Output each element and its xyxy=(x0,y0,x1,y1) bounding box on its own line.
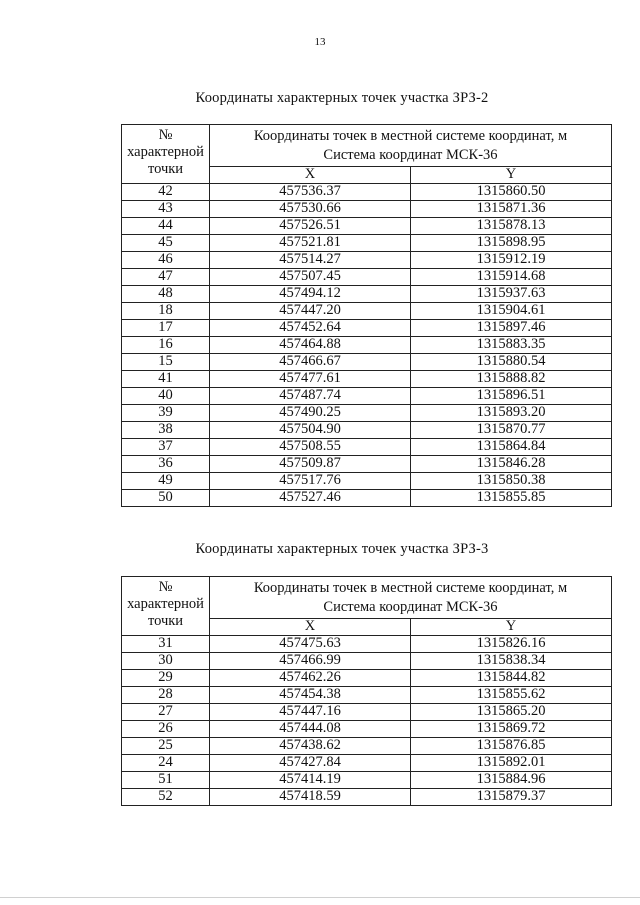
point-number-cell: 16 xyxy=(122,337,210,354)
point-number-cell: 52 xyxy=(122,789,210,806)
point-number-cell: 50 xyxy=(122,490,210,507)
point-number-header xyxy=(122,125,210,184)
point-number-cell: 40 xyxy=(122,388,210,405)
table-row xyxy=(122,755,612,772)
point-number-cell: 47 xyxy=(122,269,210,286)
x-coordinate-cell: 457517.76 xyxy=(210,473,411,490)
point-number-cell: 46 xyxy=(122,252,210,269)
y-coordinate-cell: 1315871.36 xyxy=(411,201,612,218)
table-row xyxy=(122,184,612,201)
y-coordinate-cell: 1315904.61 xyxy=(411,303,612,320)
x-coordinate-cell: 457444.08 xyxy=(210,721,411,738)
table-row xyxy=(122,218,612,235)
point-number-cell: 48 xyxy=(122,286,210,303)
x-coordinate-cell: 457526.51 xyxy=(210,218,411,235)
x-coordinate-cell: 457438.62 xyxy=(210,738,411,755)
y-coordinate-cell: 1315864.84 xyxy=(411,439,612,456)
y-coordinate-cell: 1315884.96 xyxy=(411,772,612,789)
y-coordinate-cell: 1315937.63 xyxy=(411,286,612,303)
y-coordinate-cell: 1315897.46 xyxy=(411,320,612,337)
y-coordinate-cell: 1315876.85 xyxy=(411,738,612,755)
point-number-cell: 38 xyxy=(122,422,210,439)
point-number-cell: 44 xyxy=(122,218,210,235)
point-number-cell: 51 xyxy=(122,772,210,789)
system-header-line-1: Координаты точек в местной системе координат, м xyxy=(253,128,568,144)
section-title-zrz-2: Координаты характерных точек участка ЗРЗ-2 xyxy=(195,90,489,106)
system-header-line-1: Координаты точек в местной системе координат, м xyxy=(253,580,568,596)
table-row xyxy=(122,738,612,755)
coordinates-table-zrz-2 xyxy=(121,124,612,507)
table-row xyxy=(122,371,612,388)
x-coordinate-cell: 457466.99 xyxy=(210,653,411,670)
x-coordinate-cell: 457487.74 xyxy=(210,388,411,405)
point-number-cell: 37 xyxy=(122,439,210,456)
y-coordinate-cell: 1315912.19 xyxy=(411,252,612,269)
x-coordinate-cell: 457418.59 xyxy=(210,789,411,806)
y-coordinate-cell: 1315914.68 xyxy=(411,269,612,286)
point-number-cell: 29 xyxy=(122,670,210,687)
point-header-line-2: характерной xyxy=(127,596,204,612)
section-title-zrz-3: Координаты характерных точек участка ЗРЗ-3 xyxy=(195,541,489,557)
point-number-cell: 36 xyxy=(122,456,210,473)
x-coordinate-cell: 457477.61 xyxy=(210,371,411,388)
point-header-line-1: № xyxy=(158,579,173,595)
table-row xyxy=(122,721,612,738)
y-coordinate-cell: 1315844.82 xyxy=(411,670,612,687)
x-coordinate-cell: 457527.46 xyxy=(210,490,411,507)
y-coordinate-cell: 1315846.28 xyxy=(411,456,612,473)
point-number-cell: 49 xyxy=(122,473,210,490)
coordinate-system-header xyxy=(210,577,612,619)
system-header-line-2: Система координат МСК-36 xyxy=(323,599,498,615)
coordinates-table-zrz-3 xyxy=(121,576,612,806)
x-coordinate-cell: 457536.37 xyxy=(210,184,411,201)
y-coordinate-cell: 1315879.37 xyxy=(411,789,612,806)
table-row xyxy=(122,490,612,507)
point-number-cell: 31 xyxy=(122,636,210,653)
table-row xyxy=(122,269,612,286)
x-coordinate-cell: 457414.19 xyxy=(210,772,411,789)
x-coordinate-cell: 457507.45 xyxy=(210,269,411,286)
table-body xyxy=(122,636,612,806)
table-row xyxy=(122,320,612,337)
table-row xyxy=(122,789,612,806)
point-number-cell: 28 xyxy=(122,687,210,704)
x-column-header: X xyxy=(210,167,411,184)
point-header-line-3: точки xyxy=(147,161,184,177)
point-number-cell: 30 xyxy=(122,653,210,670)
y-coordinate-cell: 1315870.77 xyxy=(411,422,612,439)
x-coordinate-cell: 457464.88 xyxy=(210,337,411,354)
table-row xyxy=(122,405,612,422)
table-row xyxy=(122,456,612,473)
x-coordinate-cell: 457475.63 xyxy=(210,636,411,653)
table-row xyxy=(122,354,612,371)
page-number: 13 xyxy=(314,36,326,48)
y-coordinate-cell: 1315888.82 xyxy=(411,371,612,388)
x-coordinate-cell: 457509.87 xyxy=(210,456,411,473)
y-coordinate-cell: 1315838.34 xyxy=(411,653,612,670)
point-header-line-3: точки xyxy=(147,613,184,629)
y-coordinate-cell: 1315850.38 xyxy=(411,473,612,490)
x-coordinate-cell: 457494.12 xyxy=(210,286,411,303)
y-coordinate-cell: 1315883.35 xyxy=(411,337,612,354)
table-row xyxy=(122,636,612,653)
x-coordinate-cell: 457452.64 xyxy=(210,320,411,337)
x-coordinate-cell: 457454.38 xyxy=(210,687,411,704)
coordinate-system-header xyxy=(210,125,612,167)
y-column-header: Y xyxy=(411,167,612,184)
table-row xyxy=(122,422,612,439)
y-coordinate-cell: 1315878.13 xyxy=(411,218,612,235)
table-row xyxy=(122,388,612,405)
x-coordinate-cell: 457490.25 xyxy=(210,405,411,422)
table-row xyxy=(122,303,612,320)
table-row xyxy=(122,252,612,269)
y-coordinate-cell: 1315893.20 xyxy=(411,405,612,422)
y-coordinate-cell: 1315896.51 xyxy=(411,388,612,405)
point-number-header xyxy=(122,577,210,636)
x-coordinate-cell: 457508.55 xyxy=(210,439,411,456)
scan-edge-line xyxy=(0,897,640,898)
x-coordinate-cell: 457521.81 xyxy=(210,235,411,252)
x-coordinate-cell: 457514.27 xyxy=(210,252,411,269)
x-column-header: X xyxy=(210,619,411,636)
point-header-line-1: № xyxy=(158,127,173,143)
y-coordinate-cell: 1315869.72 xyxy=(411,721,612,738)
point-number-cell: 26 xyxy=(122,721,210,738)
y-coordinate-cell: 1315865.20 xyxy=(411,704,612,721)
point-number-cell: 42 xyxy=(122,184,210,201)
point-number-cell: 39 xyxy=(122,405,210,422)
point-number-cell: 18 xyxy=(122,303,210,320)
table-row xyxy=(122,653,612,670)
y-coordinate-cell: 1315860.50 xyxy=(411,184,612,201)
x-coordinate-cell: 457427.84 xyxy=(210,755,411,772)
table-row xyxy=(122,687,612,704)
table-row xyxy=(122,704,612,721)
table-row xyxy=(122,235,612,252)
point-number-cell: 17 xyxy=(122,320,210,337)
table-row xyxy=(122,473,612,490)
y-column-header: Y xyxy=(411,619,612,636)
point-number-cell: 43 xyxy=(122,201,210,218)
y-coordinate-cell: 1315855.62 xyxy=(411,687,612,704)
x-coordinate-cell: 457447.20 xyxy=(210,303,411,320)
x-coordinate-cell: 457466.67 xyxy=(210,354,411,371)
x-coordinate-cell: 457530.66 xyxy=(210,201,411,218)
table-row xyxy=(122,772,612,789)
table-row xyxy=(122,286,612,303)
point-number-cell: 27 xyxy=(122,704,210,721)
system-header-line-2: Система координат МСК-36 xyxy=(323,147,498,163)
y-coordinate-cell: 1315880.54 xyxy=(411,354,612,371)
point-number-cell: 25 xyxy=(122,738,210,755)
table-row xyxy=(122,439,612,456)
y-coordinate-cell: 1315855.85 xyxy=(411,490,612,507)
table-body xyxy=(122,184,612,507)
table-row xyxy=(122,201,612,218)
table-row xyxy=(122,337,612,354)
point-number-cell: 15 xyxy=(122,354,210,371)
point-header-line-2: характерной xyxy=(127,144,204,160)
table-row xyxy=(122,670,612,687)
y-coordinate-cell: 1315892.01 xyxy=(411,755,612,772)
x-coordinate-cell: 457504.90 xyxy=(210,422,411,439)
point-number-cell: 41 xyxy=(122,371,210,388)
point-number-cell: 45 xyxy=(122,235,210,252)
y-coordinate-cell: 1315898.95 xyxy=(411,235,612,252)
point-number-cell: 24 xyxy=(122,755,210,772)
x-coordinate-cell: 457462.26 xyxy=(210,670,411,687)
y-coordinate-cell: 1315826.16 xyxy=(411,636,612,653)
x-coordinate-cell: 457447.16 xyxy=(210,704,411,721)
